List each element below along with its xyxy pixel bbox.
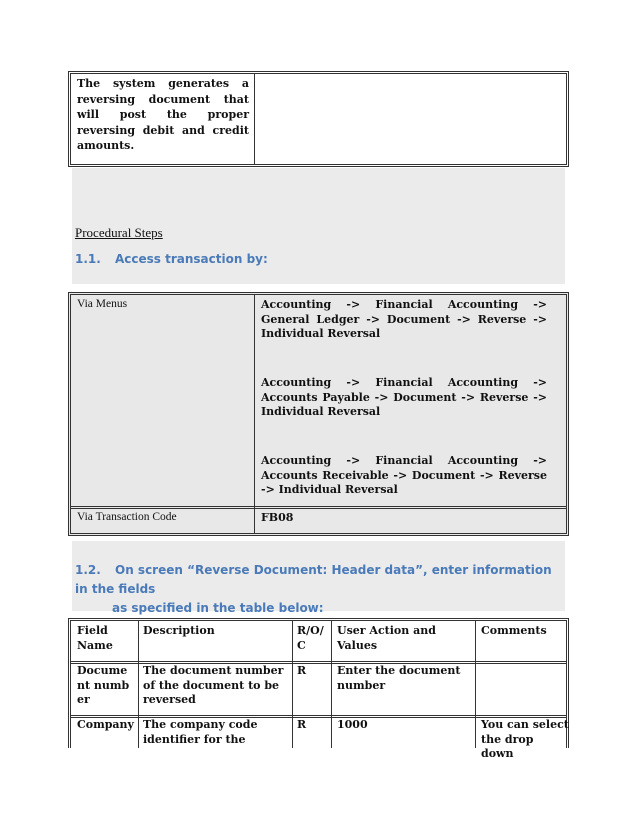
access-transaction-table: [68, 292, 569, 536]
header-roc: R/O/C: [297, 624, 324, 652]
step-1-2-number: 1.2.: [75, 563, 101, 577]
row-divider: [71, 506, 566, 509]
table-cell: Enter the document number: [337, 664, 461, 692]
menu-path-general-ledger: Accounting -> Financial Accounting -> General Ledger -> Document -> Reverse -> Individual Reversal: [261, 298, 547, 340]
menu-path-accounts-receivable: Accounting -> Financial Accounting -> Accounts Receivable -> Document -> Reverse -> Individual Reversal: [261, 454, 547, 496]
column-divider: [475, 621, 476, 748]
step-1-2-title-line2: as specified in the table below:: [112, 601, 324, 615]
table-cell: R: [297, 718, 307, 731]
step-1-1-heading: [75, 252, 268, 266]
table-cell: Document number: [77, 664, 130, 706]
step-1-1-number: 1.1.: [75, 252, 101, 266]
procedural-steps-heading: Procedural Steps: [75, 225, 163, 240]
column-divider: [254, 74, 255, 164]
fields-table: [68, 618, 569, 760]
via-menus-label: Via Menus: [77, 298, 128, 310]
column-divider: [254, 295, 255, 533]
table-cell: You can select the drop down: [481, 718, 569, 760]
header-user-action: User Action and Values: [337, 624, 436, 652]
header-description: Description: [143, 624, 215, 637]
table-cell: The company code identifier for the: [143, 718, 258, 746]
header-comments: Comments: [481, 624, 547, 637]
table-cell: R: [297, 664, 307, 677]
header-field-name: Field Name: [77, 624, 113, 652]
table-cell: Company: [77, 718, 134, 731]
transaction-code-value: FB08: [261, 511, 294, 524]
step-1-2-title-line1: On screen “Reverse Document: Header data”, enter information in the fields: [75, 563, 552, 596]
column-divider: [138, 621, 139, 748]
requirement-text: The system generates a reversing document that will post the proper reversing debit and credit amounts.: [77, 77, 249, 152]
step-1-1-title: Access transaction by:: [115, 252, 268, 266]
column-divider: [331, 621, 332, 748]
column-divider: [292, 621, 293, 748]
requirement-table: [68, 71, 569, 167]
step-1-2-heading: [75, 561, 565, 618]
table-cell: The document number of the document to be reversed: [143, 664, 284, 706]
via-transaction-code-label: Via Transaction Code: [77, 511, 177, 523]
table-cell: 1000: [337, 718, 368, 731]
menu-path-accounts-payable: Accounting -> Financial Accounting -> Accounts Payable -> Document -> Reverse -> Individual Reversal: [261, 376, 547, 418]
